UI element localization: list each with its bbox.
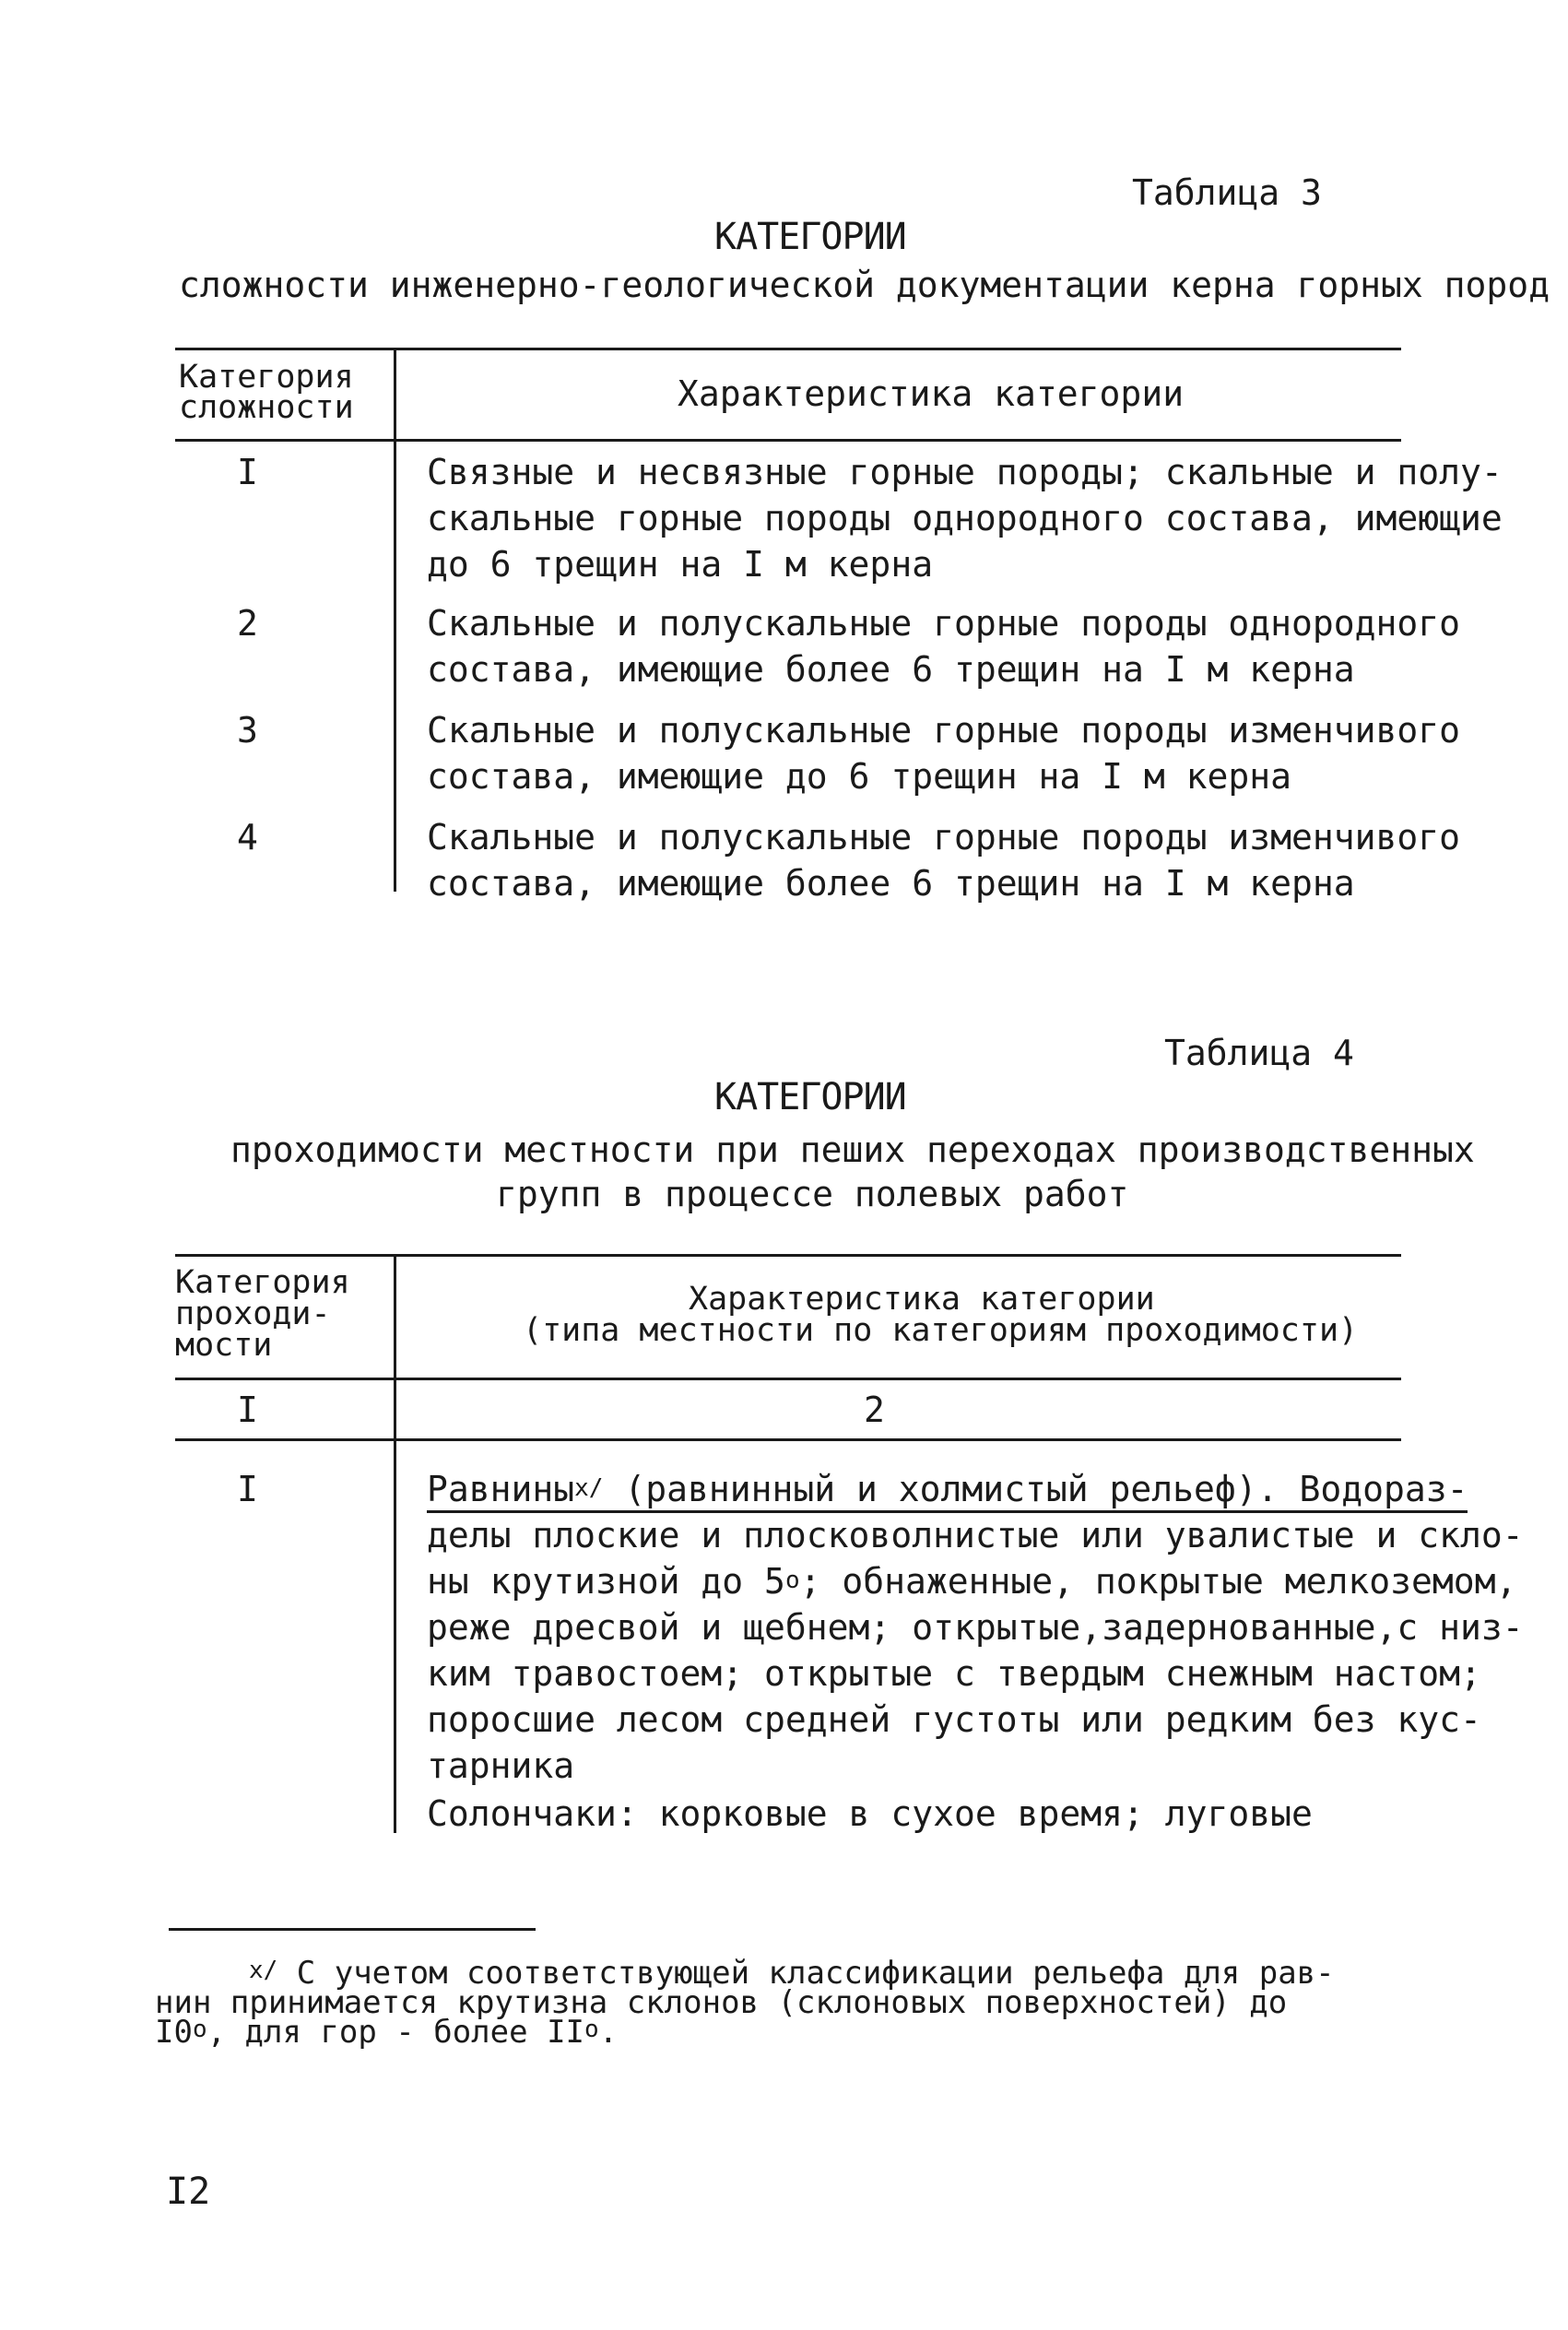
table4-row1-line3: ны крутизной до $5^о$; обнаженные, покрытые мелкоземом, bbox=[427, 1561, 1517, 1602]
table3-row1-line1: Связные и несвязные горные породы; скальные и полу- bbox=[427, 452, 1503, 492]
table4-title: КАТЕГОРИИ bbox=[714, 1076, 906, 1118]
footnote-line3: $I0^о$, для гор - более $II^о$. bbox=[155, 2014, 619, 2051]
table4-header-rule bbox=[175, 1378, 1401, 1380]
table3-header-rule bbox=[175, 439, 1401, 442]
table4-subtitle-line1: проходимости местности при пеших переходах производственных bbox=[230, 1130, 1475, 1170]
table4-col1-number: I bbox=[237, 1390, 258, 1430]
table3-row4-category: 4 bbox=[237, 817, 258, 857]
table4-numbers-rule bbox=[175, 1438, 1401, 1441]
table3-row3-line2: состава, имеющие до 6 трещин на I м керна bbox=[427, 756, 1291, 797]
table3-row4-line1: Скальные и полускальные горные породы изменчивого bbox=[427, 817, 1461, 857]
table3-subtitle: сложности инженерно-геологической документации керна горных пород bbox=[179, 265, 1550, 305]
table3-row1-line3: до 6 трещин на I м керна bbox=[427, 544, 934, 585]
table4-row1-line8: Солончаки: корковые в сухое время; луговые bbox=[427, 1793, 1313, 1834]
table4-col1-header-line1: Категория bbox=[175, 1264, 350, 1301]
table3-row2-category: 2 bbox=[237, 603, 258, 644]
table4-row1-line1 bbox=[427, 1466, 1468, 1517]
footnote-line2: нин принимается крутизна склонов (склоновых поверхностей) до bbox=[155, 1984, 1288, 2021]
table3-row3-category: 3 bbox=[237, 710, 258, 751]
footnote-rule bbox=[169, 1928, 536, 1931]
table4-column-divider bbox=[394, 1254, 396, 1833]
table3-row1-line2: скальные горные породы однородного состава, имеющие bbox=[427, 498, 1503, 538]
plains-term: Равнины$^{x/}$ bbox=[427, 1469, 603, 1513]
table4-row1-category: I bbox=[237, 1469, 258, 1509]
table4-col2-header-line2: (типа местности по категориям проходимости) bbox=[523, 1312, 1359, 1349]
table4-top-rule bbox=[175, 1254, 1401, 1257]
table4-row1-line4: реже дресвой и щебнем; открытые,задернованные,с низ- bbox=[427, 1607, 1524, 1648]
table4-subtitle-line2: групп в процессе полевых работ bbox=[496, 1174, 1129, 1214]
table4-row1-line6: поросшие лесом средней густоты или редким без кус- bbox=[427, 1699, 1481, 1740]
table4-row1-line7: тарника bbox=[427, 1745, 575, 1786]
table3-top-rule bbox=[175, 348, 1401, 350]
table3-col2-header: Характеристика категории bbox=[678, 373, 1185, 414]
table4-col2-header-line1: Характеристика категории bbox=[689, 1281, 1155, 1318]
table4-label: Таблица 4 bbox=[1164, 1033, 1354, 1073]
table3-row1-category: I bbox=[237, 452, 258, 492]
table4-col2-number: 2 bbox=[864, 1390, 885, 1430]
table4-col1-header-line2: проходи- bbox=[175, 1295, 331, 1332]
page-number: I2 bbox=[166, 2170, 211, 2213]
table4-row1-line2: делы плоские и плосковолнистые или увалистые и скло- bbox=[427, 1515, 1524, 1555]
table3-row3-line1: Скальные и полускальные горные породы изменчивого bbox=[427, 710, 1461, 751]
table3-col1-header-line2: сложности bbox=[179, 389, 354, 426]
table3-col1-header-line1: Категория bbox=[179, 359, 354, 396]
footnote-mark: x/ bbox=[574, 1474, 604, 1502]
table3-column-divider bbox=[394, 348, 396, 892]
table3-row4-line2: состава, имеющие более 6 трещин на I м керна bbox=[427, 863, 1355, 904]
table3-row2-line2: состава, имеющие более 6 трещин на I м керна bbox=[427, 649, 1355, 690]
table3-title: КАТЕГОРИИ bbox=[714, 216, 906, 258]
footnote-line1: $^{x/}$ С учетом соответствующей классификации рельефа для рав- bbox=[249, 1955, 1335, 1992]
table3-label: Таблица 3 bbox=[1132, 172, 1322, 213]
table3-row2-line1: Скальные и полускальные горные породы однородного bbox=[427, 603, 1461, 644]
table4-col1-header-line3: мости bbox=[175, 1327, 273, 1364]
plains-description: (равнинный и холмистый рельеф). Водораз- bbox=[603, 1469, 1468, 1513]
table4-row1-line5: ким травостоем; открытые с твердым снежным настом; bbox=[427, 1653, 1481, 1694]
footnote-mark: x/ bbox=[249, 1957, 278, 1984]
